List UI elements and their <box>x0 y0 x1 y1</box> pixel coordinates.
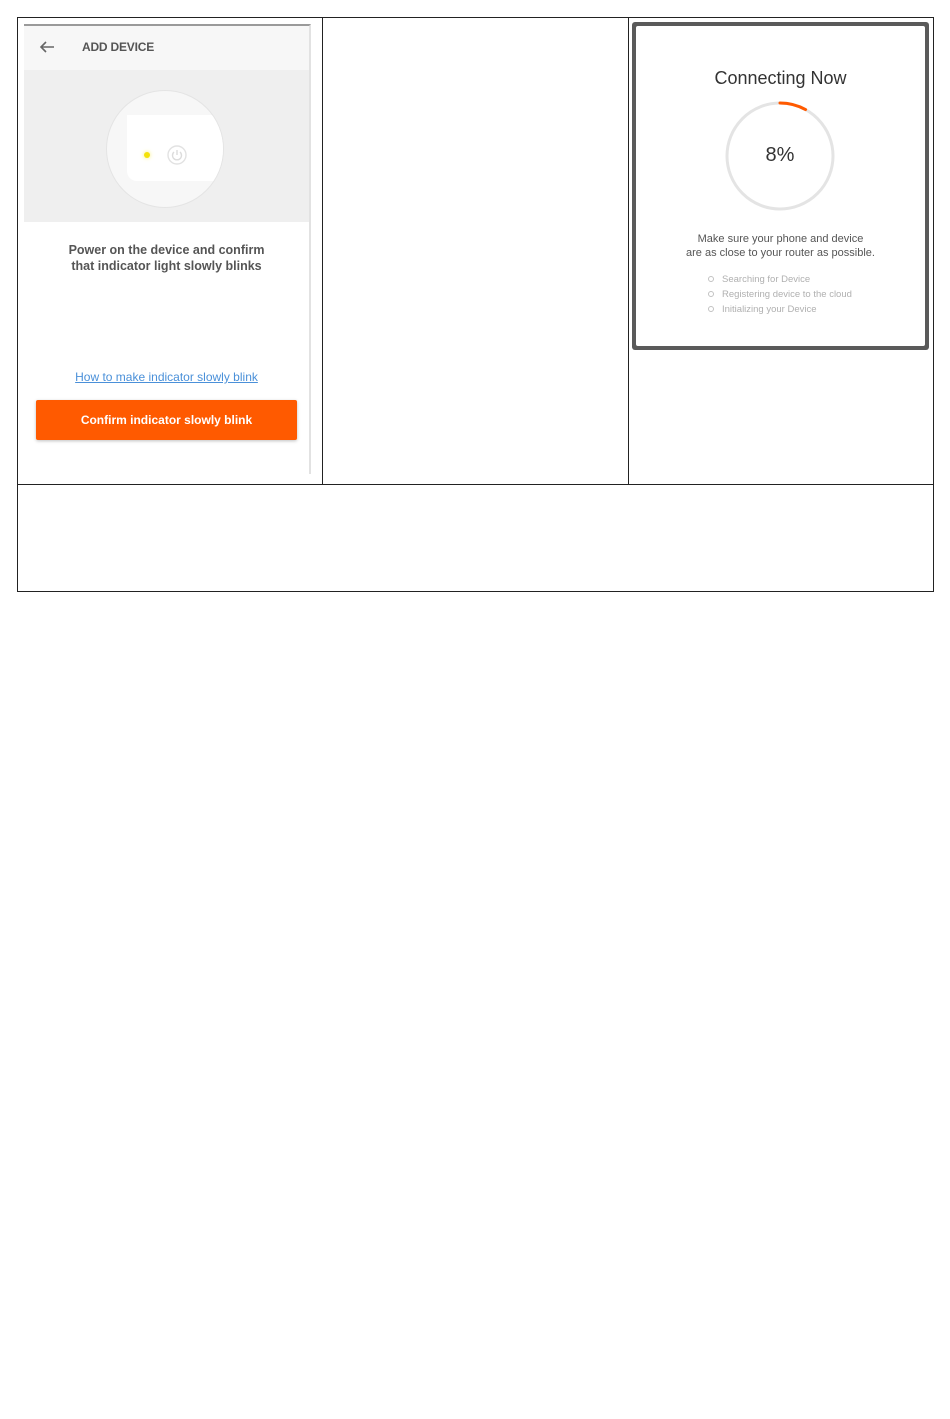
step-label: Registering device to the cloud <box>722 289 852 300</box>
instruction-text <box>24 242 309 274</box>
step-item <box>708 272 852 287</box>
connecting-screenshot <box>632 22 929 350</box>
progress-percent: 8% <box>765 144 795 166</box>
step-item <box>708 302 852 317</box>
power-icon <box>166 144 188 166</box>
proximity-note <box>636 232 925 260</box>
table-divider <box>322 18 323 484</box>
step-dot-icon <box>708 276 714 282</box>
device-circle <box>106 90 224 208</box>
help-link[interactable]: How to make indicator slowly blink <box>75 370 258 384</box>
table-divider <box>628 18 629 484</box>
note-line: are as close to your router as possible. <box>686 247 875 259</box>
step-item <box>708 287 852 302</box>
connecting-title: Connecting Now <box>714 68 847 88</box>
note-line: Make sure your phone and device <box>697 233 864 245</box>
page-title: ADD DEVICE <box>82 40 155 54</box>
table-divider <box>18 484 933 485</box>
add-device-screenshot <box>24 24 311 474</box>
indicator-light-icon <box>144 152 150 158</box>
app-header <box>24 26 309 70</box>
back-arrow-icon[interactable] <box>38 38 56 56</box>
progress-fill <box>780 103 806 110</box>
instruction-line: that indicator light slowly blinks <box>71 259 262 273</box>
connecting-screen <box>636 26 925 346</box>
step-dot-icon <box>708 291 714 297</box>
instruction-line: Power on the device and confirm <box>68 243 265 257</box>
connection-steps <box>708 272 852 317</box>
confirm-button[interactable]: Confirm indicator slowly blink <box>36 400 297 440</box>
step-label: Searching for Device <box>722 274 811 285</box>
step-dot-icon <box>708 306 714 312</box>
step-label: Initializing your Device <box>722 304 817 315</box>
